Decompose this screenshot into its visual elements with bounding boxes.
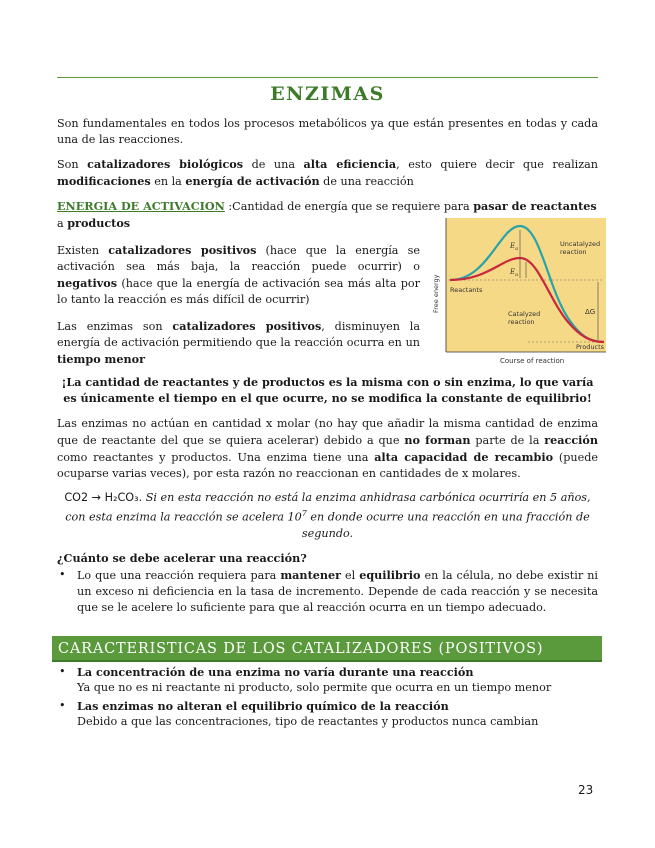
activation-energy-paragraph: ENERGIA DE ACTIVACION :Cantidad de energía que se requiere para pasar de reactantes a productos bbox=[57, 199, 597, 230]
highlight-statement: ¡La cantidad de reactantes y de productos es la misma con o sin enzima, lo que varía es únicamente el tiempo en el que ocurre, no se modifica la constante de equilibrio! bbox=[61, 375, 594, 405]
y-axis-label: Free energy bbox=[432, 274, 440, 313]
diagram-background bbox=[446, 218, 606, 352]
uncatalyzed-label-line2: reaction bbox=[560, 248, 587, 256]
ea-label-catalyzed: $E_a$ bbox=[510, 268, 519, 278]
page-title: ENZIMAS bbox=[270, 83, 385, 105]
characteristic-text: Ya que no es ni reactante ni producto, solo permite que ocurra en un tiempo menor bbox=[77, 681, 552, 694]
example-paragraph: CO2 → H₂CO₃. Si en esta reacción no está la enzima anhidrasa carbónica ocurriría en 5 años, con esta enzima la reacción se acelera $10^7$ en donde ocurre una reacción en una fracción de segundo. bbox=[64, 491, 591, 540]
reaction-formula: CO2 → H₂CO₃. bbox=[64, 491, 146, 504]
delta-g-label: ΔG bbox=[585, 308, 596, 316]
catalyzed-label: Catalyzed bbox=[508, 310, 541, 318]
page-number: 23 bbox=[578, 783, 594, 797]
activation-energy-heading: ENERGIA DE ACTIVACION bbox=[57, 199, 225, 213]
intro-paragraph: Son fundamentales en todos los procesos metabólicos ya que están presentes en todas y cada una de las reacciones. bbox=[57, 117, 598, 146]
catalysts-paragraph: Son catalizadores biológicos de una alta eficiencia, esto quiere decir que realizan modificaciones en la energía de activación de una reacción bbox=[57, 157, 598, 188]
characteristic-text: Debido a que las concentraciones, tipo de reactantes y productos nunca cambian bbox=[77, 715, 539, 728]
characteristic-title: La concentración de una enzima no varía durante una reacción bbox=[77, 665, 474, 679]
top-rule bbox=[57, 77, 598, 78]
activation-energy-diagram bbox=[428, 218, 608, 370]
characteristic-item bbox=[57, 698, 598, 730]
characteristic-item bbox=[57, 664, 598, 696]
reactants-label: Reactants bbox=[450, 286, 483, 294]
bullet-icon: • bbox=[59, 699, 66, 712]
question-bullet bbox=[57, 567, 598, 616]
products-label: Products bbox=[576, 343, 605, 351]
characteristic-title: Las enzimas no alteran el equilibrio químico de la reacción bbox=[77, 699, 449, 713]
bullet-icon: • bbox=[59, 665, 66, 678]
uncatalyzed-label: Uncatalyzed bbox=[560, 240, 601, 248]
catalyzed-label-line2: reaction bbox=[508, 318, 535, 326]
bullet-icon: • bbox=[59, 568, 66, 581]
x-axis-label: Course of reaction bbox=[500, 357, 565, 365]
section-heading-bar: CARACTERISTICAS DE LOS CATALIZADORES (POSITIVOS) bbox=[52, 636, 602, 662]
question-bullet-text: Lo que una reacción requiera para mantener el equilibrio en la célula, no debe existir ni un exceso ni deficiencia en la tasa de incremento. Depende de cada reacción y se necesita que se le acelere lo suficiente para que al reacción ocurra en un tiempo adecuado. bbox=[77, 568, 598, 614]
question-heading: ¿Cuánto se debe acelerar una reacción? bbox=[57, 551, 307, 565]
molar-paragraph: Las enzimas no actúan en cantidad x molar (no hay que añadir la misma cantidad de enzima que de reactante del que se quiera acelerar) debido a que no forman parte de la reacción como reactantes y productos. Una enzima tiene una alta capacidad de recambio (puede ocuparse varias veces), por esta razón no reaccionan en cantidades de x molares. bbox=[57, 417, 598, 480]
catalyst-types-paragraph: Existen catalizadores positivos (hace que la energía se activación sea más baja, la reacción puede ocurrir) o negativos (hace que la energía de activación sea más alta por lo tanto la reacción es más difícil de ocurrir) bbox=[57, 243, 420, 306]
positive-catalysts-paragraph: Las enzimas son catalizadores positivos, disminuyen la energía de activación permitiendo que la reacción ocurra en un tiempo menor bbox=[57, 319, 420, 366]
ea-label-uncatalyzed: $E_a$ bbox=[510, 242, 519, 252]
